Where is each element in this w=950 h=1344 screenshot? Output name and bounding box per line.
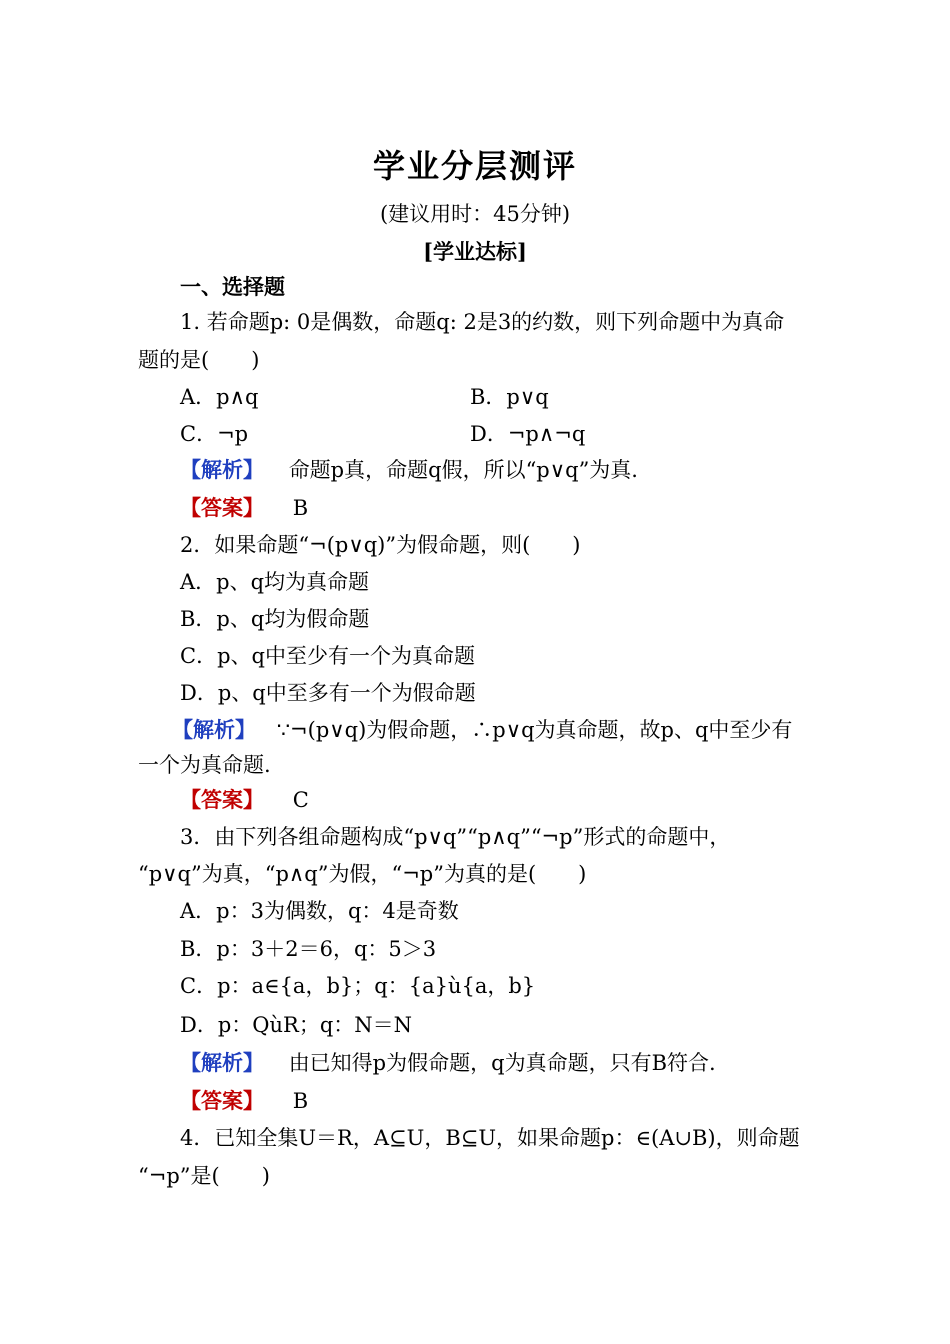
q2-answer-text: C <box>292 788 309 812</box>
analysis-tag: 【解析】 <box>180 457 264 482</box>
q2-analysis <box>172 715 792 745</box>
q1-stem-line2: 题的是( ) <box>138 348 260 372</box>
q4-stem-line2: “¬p”是( ) <box>138 1164 270 1188</box>
q4-stem-line1: 4．已知全集U＝R，A⊆U，B⊆U，如果命题p：∈(A∪B)，则命题 <box>180 1126 800 1150</box>
q2-option-d: D．p、q中至多有一个为假命题 <box>180 681 476 705</box>
q3-option-b: B．p：3＋2＝6，q：5＞3 <box>180 937 437 961</box>
q1-stem-line1: 1. 若命题p: 0是偶数，命题q: 2是3的约数，则下列命题中为真命 <box>180 310 785 334</box>
q1-answer <box>180 493 308 523</box>
q1-answer-text: B <box>292 496 309 520</box>
q1-analysis-text: 命题p真，命题q假，所以“p∨q”为真. <box>288 458 638 482</box>
suggested-time: (建议用时：45分钟) <box>379 202 571 226</box>
q3-option-a: A．p：3为偶数，q：4是奇数 <box>180 899 459 923</box>
q1-option-d: D．¬p∧¬q <box>470 422 586 446</box>
q1-analysis <box>180 455 638 485</box>
q2-stem: 2．如果命题“¬(p∨q)”为假命题，则( ) <box>180 533 581 557</box>
q3-answer-text: B <box>292 1089 309 1113</box>
part-heading: 一、选择题 <box>180 274 285 299</box>
q2-analysis-line2: 一个为真命题. <box>138 753 271 777</box>
answer-tag: 【答案】 <box>180 495 264 520</box>
q3-stem-line2: “p∨q”为真，“p∧q”为假，“¬p”为真的是( ) <box>138 862 587 886</box>
q3-analysis-text: 由已知得p为假命题，q为真命题，只有B符合. <box>288 1051 716 1075</box>
q3-option-c: C．p：a∈{a，b}；q：{a}ù{a，b} <box>180 974 536 998</box>
q2-option-b: B．p、q均为假命题 <box>180 607 370 631</box>
q2-option-c: C．p、q中至少有一个为真命题 <box>180 644 475 668</box>
answer-tag: 【答案】 <box>180 787 264 812</box>
q3-stem-line1: 3．由下列各组命题构成“p∨q”“p∧q”“¬p”形式的命题中， <box>180 825 731 849</box>
q3-option-d: D．p：QùR；q：N＝N <box>180 1013 413 1037</box>
q3-answer <box>180 1086 308 1116</box>
q1-option-c: C．¬p <box>180 422 249 446</box>
q1-option-b: B．p∨q <box>470 385 549 409</box>
answer-tag: 【答案】 <box>180 1088 264 1113</box>
q2-analysis-line1: ∵¬(p∨q)为假命题，∴p∨q为真命题，故p、q中至少有 <box>276 718 793 742</box>
analysis-tag: 【解析】 <box>172 717 256 742</box>
section-tag: [学业达标] <box>423 239 527 264</box>
analysis-tag: 【解析】 <box>180 1050 264 1075</box>
q3-analysis <box>180 1048 716 1078</box>
page-title: 学业分层测评 <box>372 147 577 185</box>
q2-option-a: A．p、q均为真命题 <box>180 570 370 594</box>
q1-option-a: A．p∧q <box>180 385 259 409</box>
q2-answer <box>180 785 309 815</box>
